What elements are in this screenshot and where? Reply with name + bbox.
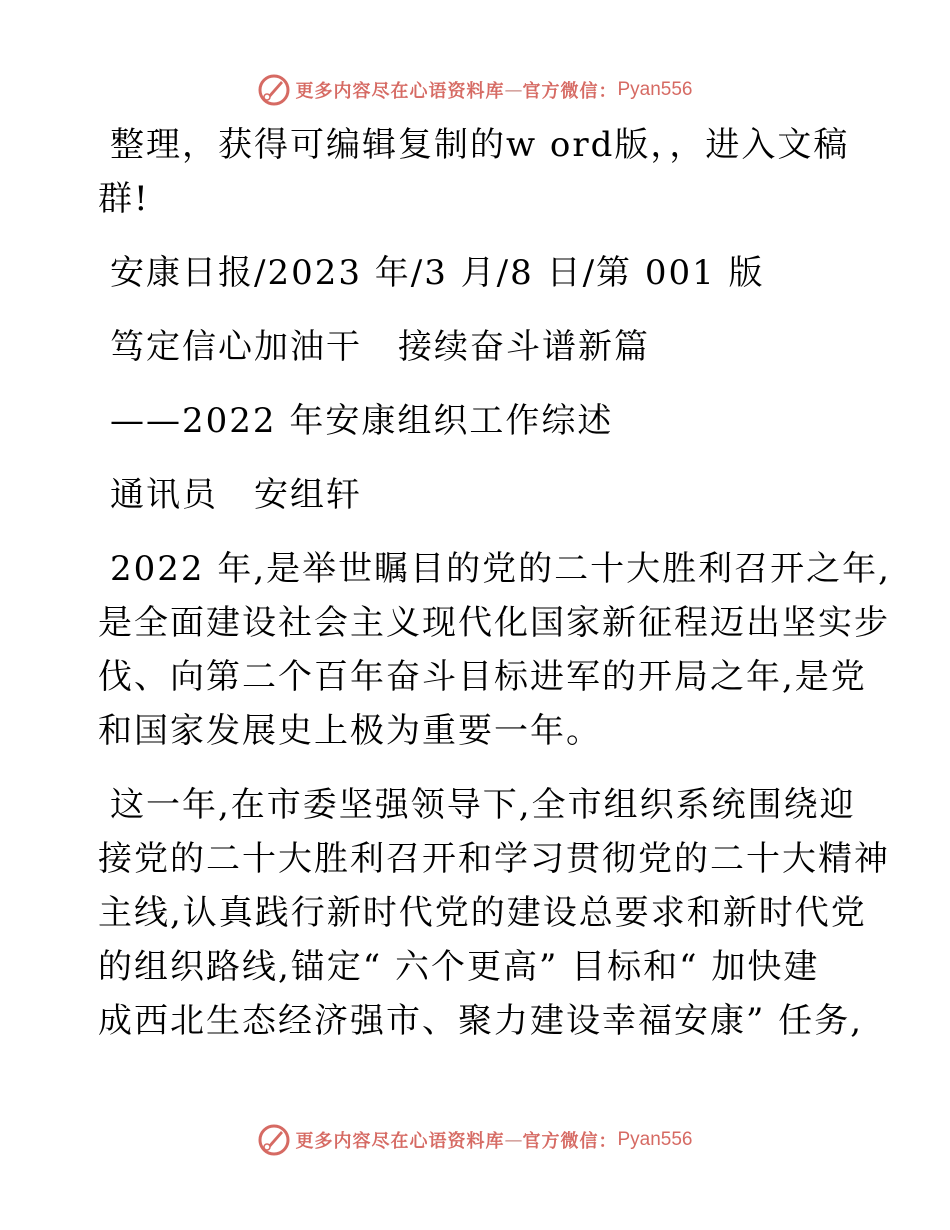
watermark-wechat-id: Pyan556 bbox=[617, 1129, 693, 1150]
watermark-main-text: 更多内容尽在心语资料库 bbox=[295, 1131, 505, 1152]
article-title: 笃定信心加油干 接续奋斗谱新篇 bbox=[110, 327, 650, 367]
document-body bbox=[98, 118, 891, 1048]
footer-watermark bbox=[0, 1120, 950, 1160]
article-subtitle: ——2022 年安康组织工作综述 bbox=[110, 401, 614, 441]
intro-line-1: 整理，获得可编辑复制的w ord版，，进入文稿 bbox=[110, 125, 850, 165]
paragraph2-line-1: 这一年,在市委坚强领导下,全市组织系统围绕迎 bbox=[110, 785, 856, 825]
paragraph2-line-2: 接党的二十大胜利召开和学习贯彻党的二十大精神 bbox=[98, 839, 890, 879]
watermark-main-text: 更多内容尽在心语资料库 bbox=[295, 81, 505, 102]
quill-logo-icon bbox=[257, 73, 291, 107]
article-byline: 通讯员 安组轩 bbox=[110, 475, 362, 515]
source-line: 安康日报/2023 年/3 月/8 日/第 001 版 bbox=[110, 253, 765, 293]
paragraph1-line-3: 伐、向第二个百年奋斗目标进军的开局之年,是党 bbox=[98, 657, 867, 697]
watermark-separator: — bbox=[504, 79, 523, 101]
paragraph1-line-1: 2022 年,是举世瞩目的党的二十大胜利召开之年, bbox=[110, 549, 891, 589]
paragraph1-line-4: 和国家发展史上极为重要一年。 bbox=[98, 711, 602, 751]
watermark-official-label: 官方微信： bbox=[522, 1131, 618, 1152]
watermark-official-label: 官方微信： bbox=[522, 81, 618, 102]
watermark-separator: — bbox=[504, 1129, 523, 1151]
intro-line-2: 群! bbox=[98, 179, 150, 219]
watermark-wechat-id: Pyan556 bbox=[617, 79, 693, 100]
paragraph2-line-5: 成西北生态经济强市、聚力建设幸福安康” 任务, bbox=[98, 1001, 863, 1041]
header-watermark bbox=[0, 70, 950, 110]
quill-logo-icon bbox=[257, 1123, 291, 1157]
paragraph2-line-4: 的组织路线,锚定“ 六个更高” 目标和“ 加快建 bbox=[98, 947, 820, 987]
paragraph1-line-2: 是全面建设社会主义现代化国家新征程迈出坚实步 bbox=[98, 603, 890, 643]
paragraph2-line-3: 主线,认真践行新时代党的建设总要求和新时代党 bbox=[98, 893, 867, 933]
